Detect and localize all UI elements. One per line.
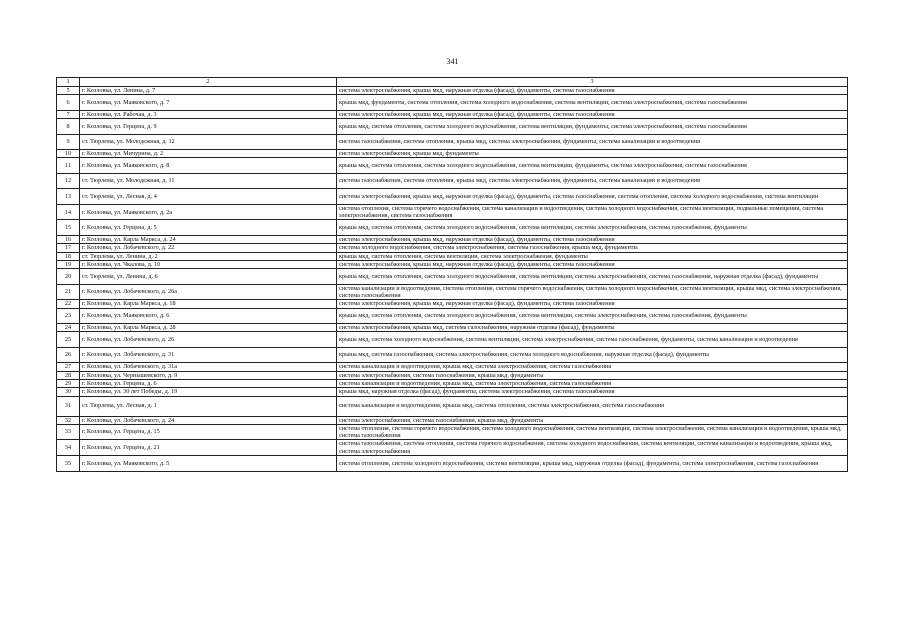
systems-cell: система холодного водоснабжения, система электроснабжения, система газоснабжения, крыша мкд, фундаменты: [337, 244, 848, 252]
row-number-cell: 19: [57, 260, 80, 268]
row-number-cell: 21: [57, 284, 80, 300]
row-number-cell: 32: [57, 416, 80, 424]
address-cell: г. Козловка, ул. Лобачевского, д. 31а: [80, 363, 337, 371]
address-cell: г. Козловка, ул. Лобачевского, д. 31: [80, 347, 337, 363]
systems-cell: система электроснабжения, система газоснабжения, крыша мкд, фундаменты: [337, 416, 848, 424]
address-cell: ст. Тюрлема, ул. Ленина, д. 6: [80, 269, 337, 285]
systems-cell: система электроснабжения, крыша мкд, наружная отделка (фасад), фундаменты, система газоснабжения: [337, 235, 848, 243]
address-cell: ст. Тюрлема, ул. Ленина, д. 2: [80, 252, 337, 260]
table-row: [57, 440, 848, 456]
row-number-cell: 9: [57, 134, 80, 150]
table-row: [57, 371, 848, 379]
table-row: [57, 424, 848, 440]
address-cell: г. Козловка, ул. Лобачевского, д. 22: [80, 244, 337, 252]
address-cell: г. Козловка, ул. Мичурина, д. 2: [80, 150, 337, 158]
address-cell: г. Козловка, ул. Чернышевского, д. 9: [80, 371, 337, 379]
systems-cell: система канализации и водоотведения, крыша мкд, система электроснабжения, система газоснабжения: [337, 379, 848, 387]
row-number-cell: 31: [57, 396, 80, 416]
systems-cell: система электроснабжения, система газоснабжения, крыша мкд, фундаменты: [337, 371, 848, 379]
header-col-3: 3: [337, 78, 848, 87]
row-number-cell: 27: [57, 363, 80, 371]
table-row: [57, 204, 848, 220]
row-number-cell: 28: [57, 371, 80, 379]
table-header-row: [57, 78, 848, 87]
systems-cell: система отопления, система холодного водоснабжения, система вентиляции, крыша мкд, наружная отделка (фасад), фундаменты, система электроснабжения, система газоснабжения: [337, 456, 848, 472]
systems-cell: крыша мкд, система отопления, система холодного водоснабжения, система вентиляции, система электроснабжения, система газоснабжения, фундаменты: [337, 220, 848, 236]
row-number-cell: 22: [57, 300, 80, 308]
table-row: [57, 363, 848, 371]
row-number-cell: 17: [57, 244, 80, 252]
systems-cell: система газоснабжения, система отопления, крыша мкд, система электроснабжения, фундаменты, система канализации и водоотведения: [337, 173, 848, 189]
row-number-cell: 20: [57, 269, 80, 285]
row-number-cell: 29: [57, 379, 80, 387]
address-cell: ст. Тюрлема, ул. Молодежная, д. 12: [80, 134, 337, 150]
address-cell: г. Козловка, ул. 30 лет Победы, д. 19: [80, 388, 337, 396]
table-row: [57, 95, 848, 111]
row-number-cell: 18: [57, 252, 80, 260]
systems-cell: крыша мкд, система газоснабжения, система электроснабжения, система холодного водоснабжения, наружная отделка (фасад), фундаменты: [337, 347, 848, 363]
table-row: [57, 134, 848, 150]
table-row: [57, 260, 848, 268]
row-number-cell: 5: [57, 87, 80, 95]
table-row: [57, 332, 848, 348]
table-row: [57, 150, 848, 158]
row-number-cell: 13: [57, 189, 80, 205]
row-number-cell: 11: [57, 158, 80, 174]
address-cell: г. Козловка, ул. Герцена, д. 21: [80, 440, 337, 456]
row-number-cell: 26: [57, 347, 80, 363]
address-cell: г. Козловка, ул. Карла Маркса, д. 28: [80, 324, 337, 332]
systems-cell: система отопления, система горячего водоснабжения, система холодного водоснабжения, система вентиляции, система электроснабжения, система канализации и водоотведения, крыша мкд, система газоснабжения: [337, 424, 848, 440]
systems-cell: крыша мкд, система холодного водоснабжения, система вентиляции, система электроснабжения, система газоснабжения, фундаменты, система канализации и водоотведения: [337, 332, 848, 348]
row-number-cell: 16: [57, 235, 80, 243]
header-col-2: 2: [80, 78, 337, 87]
row-number-cell: 7: [57, 110, 80, 118]
systems-cell: система отопления, система горячего водоснабжения, система канализации и водоотведения, система холодного водоснабжения, система вентиляции, подвальные помещения, система электроснабжения, система газоснабжения: [337, 204, 848, 220]
systems-cell: система газоснабжения, система отопления, система горячего водоснабжения, система холодного водоснабжения, система вентиляции, система канализации и водоотведения, крыша мкд, система электроснабжения: [337, 440, 848, 456]
row-number-cell: 34: [57, 440, 80, 456]
row-number-cell: 6: [57, 95, 80, 111]
table-row: [57, 158, 848, 174]
systems-cell: система электроснабжения, крыша мкд, наружная отделка (фасад), фундаменты, система газоснабжения: [337, 87, 848, 95]
address-cell: г. Козловка, ул. Рабочая, д. 3: [80, 110, 337, 118]
table-row: [57, 269, 848, 285]
table-row: [57, 119, 848, 135]
row-number-cell: 14: [57, 204, 80, 220]
address-cell: г. Козловка, ул. Карла Маркса, д. 24: [80, 235, 337, 243]
table-row: [57, 396, 848, 416]
table-row: [57, 189, 848, 205]
address-cell: ст. Тюрлема, ул. Лесная, д. 1: [80, 396, 337, 416]
systems-cell: система электроснабжения, крыша мкд, фундаменты: [337, 150, 848, 158]
address-cell: ст. Тюрлема, ул. Лесная, д. 4: [80, 189, 337, 205]
systems-cell: крыша мкд, система отопления, система холодного водоснабжения, система вентиляции, система электроснабжения, система газоснабжения, наружная отделка (фасад), фундаменты: [337, 269, 848, 285]
table-row: [57, 235, 848, 243]
table-row: [57, 173, 848, 189]
table-row: [57, 388, 848, 396]
systems-cell: система канализации и водоотведения, крыша мкд, система электроснабжения, система газоснабжения: [337, 363, 848, 371]
table-row: [57, 308, 848, 324]
table-row: [57, 347, 848, 363]
table-row: [57, 379, 848, 387]
repair-schedule-table: [56, 77, 848, 472]
address-cell: г. Козловка, ул. Карла Маркса, д. 18: [80, 300, 337, 308]
systems-cell: система электроснабжения, крыша мкд, система газоснабжения, наружная отделка (фасад), фундаменты: [337, 324, 848, 332]
row-number-cell: 24: [57, 324, 80, 332]
page-number: 341: [446, 57, 459, 66]
table-row: [57, 300, 848, 308]
table-row: [57, 110, 848, 118]
row-number-cell: 33: [57, 424, 80, 440]
row-number-cell: 35: [57, 456, 80, 472]
address-cell: г. Козловка, ул. Чкалова, д. 10: [80, 260, 337, 268]
table-row: [57, 416, 848, 424]
address-cell: г. Козловка, ул. Маяковского, д. 7: [80, 95, 337, 111]
table-row: [57, 284, 848, 300]
address-cell: ст. Тюрлема, ул. Молодежная, д. 11: [80, 173, 337, 189]
systems-cell: крыша мкд, система отопления, система вентиляции, система электроснабжения, фундаменты: [337, 252, 848, 260]
address-cell: г. Козловка, ул. Лобачевского, д. 24: [80, 416, 337, 424]
address-cell: г. Козловка, ул. Герцена, д. 15: [80, 424, 337, 440]
systems-cell: крыша мкд, система отопления, система холодного водоснабжения, система вентиляции, система электроснабжения, система газоснабжения, фундаменты: [337, 308, 848, 324]
table-row: [57, 252, 848, 260]
row-number-cell: 10: [57, 150, 80, 158]
systems-cell: система газоснабжения, система отопления, крыша мкд, система электроснабжения, фундаменты, система канализации и водоотведения: [337, 134, 848, 150]
systems-cell: крыша мкд, наружная отделка (фасад), фундаменты, система электроснабжения, система газоснабжения: [337, 388, 848, 396]
header-col-1: 1: [57, 78, 80, 87]
address-cell: г. Козловка, ул. Лобачевского, д. 26: [80, 332, 337, 348]
row-number-cell: 15: [57, 220, 80, 236]
row-number-cell: 23: [57, 308, 80, 324]
table-row: [57, 87, 848, 95]
row-number-cell: 12: [57, 173, 80, 189]
row-number-cell: 8: [57, 119, 80, 135]
row-number-cell: 30: [57, 388, 80, 396]
systems-cell: система электроснабжения, крыша мкд, наружная отделка (фасад), фундаменты, система газоснабжения: [337, 300, 848, 308]
address-cell: г. Козловка, ул. Лобачевского, д. 26а: [80, 284, 337, 300]
table-row: [57, 244, 848, 252]
systems-cell: крыша мкд, фундаменты, система отопления, система холодного водоснабжения, система вентиляции, система электроснабжения, система газоснабжения: [337, 95, 848, 111]
table-row: [57, 456, 848, 472]
systems-cell: система электроснабжения, крыша мкд, наружная отделка (фасад), фундаменты, система газоснабжения: [337, 260, 848, 268]
address-cell: г. Козловка, ул. Герцена, д. 9: [80, 119, 337, 135]
address-cell: г. Козловка, ул. Маяковского, д. 8: [80, 158, 337, 174]
address-cell: г. Козловка, ул. Герцена, д. 6: [80, 379, 337, 387]
systems-cell: система электроснабжения, крыша мкд, наружная отделка (фасад), фундаменты, система газоснабжения: [337, 110, 848, 118]
systems-cell: крыша мкд, система отопления, система холодного водоснабжения, система вентиляции, фундаменты, система электроснабжения, система газоснабжения: [337, 119, 848, 135]
systems-cell: система канализации и водоотведения, крыша мкд, система отопления, система электроснабжения, система газоснабжения: [337, 396, 848, 416]
address-cell: г. Козловка, ул. Ленина, д. 7: [80, 87, 337, 95]
systems-cell: крыша мкд, система отопления, система холодного водоснабжения, система вентиляции, фундаменты, система электроснабжения, система газоснабжения: [337, 158, 848, 174]
address-cell: г. Козловка, ул. Маяковского, д. 2а: [80, 204, 337, 220]
address-cell: г. Козловка, ул. Герцена, д. 5: [80, 220, 337, 236]
row-number-cell: 25: [57, 332, 80, 348]
table-row: [57, 220, 848, 236]
systems-cell: система канализации и водоотведения, система отопления, система горячего водоснабжения, система холодного водоснабжения, система вентиляции, крыша мкд, система электроснабжения, система газоснабжения: [337, 284, 848, 300]
systems-cell: система электроснабжения, крыша мкд, наружная отделка (фасад), фундаменты, система газоснабжения, система отопления, система холодного водоснабжения, система вентиляции: [337, 189, 848, 205]
table-row: [57, 324, 848, 332]
address-cell: г. Козловка, ул. Маяковского, д. 5: [80, 456, 337, 472]
address-cell: г. Козловка, ул. Маяковского, д. 6: [80, 308, 337, 324]
